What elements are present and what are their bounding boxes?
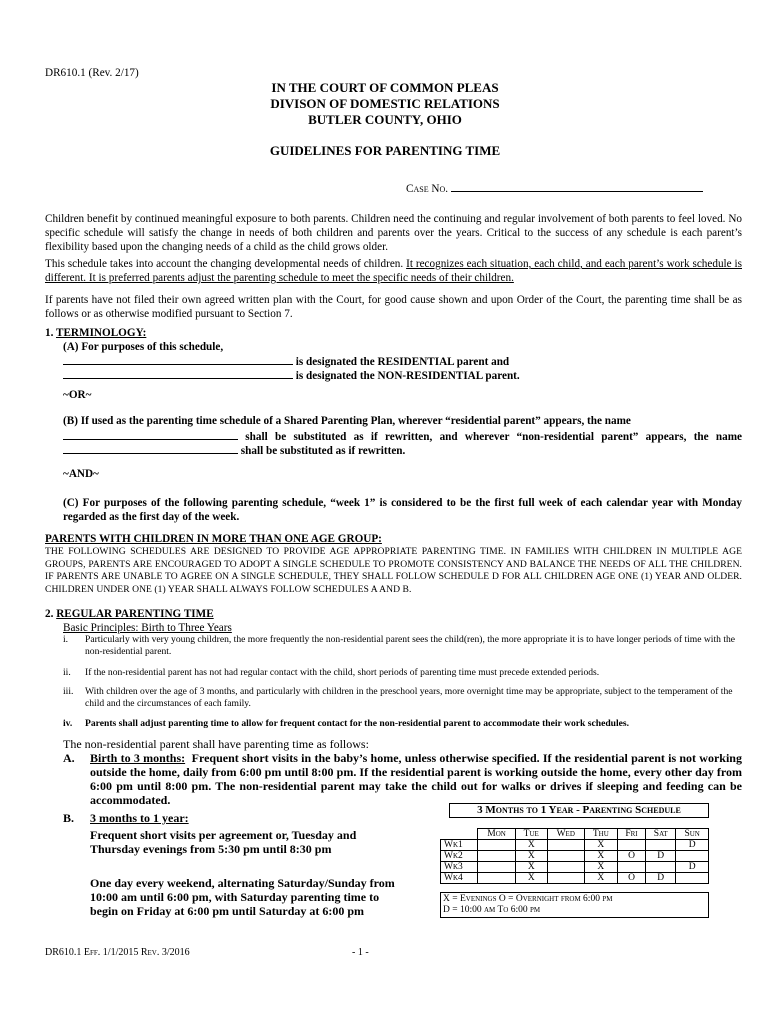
schedule-cell — [617, 840, 645, 851]
nonresidential-text: is designated the NON-RESIDENTIAL parent. — [295, 370, 520, 382]
section-1-heading — [45, 326, 146, 340]
and-divider: ~AND~ — [63, 468, 99, 480]
principle-i-text: Particularly with very young children, the more frequently the non-residential parent sees the child(ren), the more appropriate it is to have longer periods of time with the non-residential parent. — [85, 634, 736, 657]
intro-paragraph-2 — [45, 257, 742, 285]
schedule-cell: O — [617, 873, 645, 884]
schedule-cell — [547, 873, 584, 884]
principle-i-num: i. — [63, 634, 69, 645]
case-no-field[interactable] — [451, 180, 703, 192]
parenting-schedule — [440, 803, 709, 918]
schedule-cell — [547, 862, 584, 873]
schedule-week-label: Wk4 — [441, 873, 478, 884]
terminology-b-line-1: (B) If used as the parenting time schedule of a Shared Parenting Plan, wherever “residential parent” appears, the name — [63, 415, 631, 427]
case-number — [406, 180, 703, 196]
schedule-b-paragraph-2: One day every weekend, alternating Saturday/Sunday from 10:00 am until 6:00 pm, with Saturday parenting time to begin on Friday at 6:00 pm until Saturday at 6:00 pm — [90, 876, 395, 918]
schedule-cell: D — [676, 840, 709, 851]
day-sun: Sun — [676, 829, 709, 840]
schedule-cell — [676, 873, 709, 884]
day-thu: Thu — [584, 829, 617, 840]
schedule-cell: X — [584, 840, 617, 851]
schedule-cell: X — [584, 873, 617, 884]
multi-age-heading: PARENTS WITH CHILDREN IN MORE THAN ONE AGE GROUP: — [45, 533, 382, 545]
schedule-corner — [441, 829, 478, 840]
schedule-legend — [440, 892, 709, 918]
page-number: - 1 - — [352, 947, 369, 958]
footer-form-code-text: DR610.1 Eff. 1/1/2015 Rev. 3/2016 — [45, 947, 190, 958]
schedule-week-label: Wk3 — [441, 862, 478, 873]
multi-age-body: THE FOLLOWING SCHEDULES ARE DESIGNED TO PROVIDE AGE APPROPRIATE PARENTING TIME. IN FAMILIES WITH CHILDREN IN MULTIPLE AGE GROUPS, PARENTS ARE ENCOURAGED TO ADOPT A SINGLE SCHEDULE TO PROMOTE CONSISTENCY AND BALANCE THE NEEDS OF ALL THE CHILDREN. IF PARENTS ARE UNABLE TO AGREE ON A SINGLE SCHEDULE, THEY SHALL FOLLOW SCHEDULE D FOR ALL CHILDREN AGE ONE (1) YEAR AND OLDER. CHILDREN UNDER ONE (1) YEAR SHALL ALWAYS FOLLOW SCHEDULES A AND B. — [45, 546, 742, 595]
schedule-row — [441, 840, 709, 851]
principle-iv — [63, 718, 742, 730]
footer-form-code — [45, 947, 190, 959]
schedule-a-text: Frequent short visits in the baby’s home, unless otherwise specified. If the residential parent is not working outside the home, daily from 6:00 pm until 8:00 pm. If the residential parent is working outside the home, every other day from 6:00 pm until 8:00 pm. The non-residential parent may take the child out for walks or drives if sleeping and feeding can be accommodated. — [90, 751, 742, 807]
schedule-cell — [617, 862, 645, 873]
section-2-heading — [45, 607, 214, 621]
principle-iv-num: iv. — [63, 718, 73, 729]
principle-iii-num: iii. — [63, 686, 74, 697]
principle-iv-text: Parents shall adjust parenting time to allow for frequent contact for the non-residential parent to accommodate their work schedules. — [85, 718, 630, 729]
schedule-cell: D — [676, 862, 709, 873]
day-sat: Sat — [646, 829, 676, 840]
or-divider: ~OR~ — [63, 389, 92, 401]
schedule-cell — [646, 840, 676, 851]
schedule-title: 3 Months to 1 Year - Parenting Schedule — [449, 803, 709, 818]
schedule-cell — [547, 851, 584, 862]
principle-i — [63, 634, 742, 658]
court-line-1: IN THE COURT OF COMMON PLEAS — [271, 80, 499, 95]
schedule-row — [441, 873, 709, 884]
day-mon: Mon — [478, 829, 515, 840]
schedule-header-row — [441, 829, 709, 840]
basic-principles-subheading: Basic Principles: Birth to Three Years — [63, 622, 232, 634]
nonresidential-line — [63, 367, 520, 383]
schedule-table — [440, 828, 709, 884]
schedule-a-heading: Birth to 3 months: — [90, 751, 186, 765]
day-tue: Tue — [515, 829, 547, 840]
schedule-cell: X — [515, 840, 547, 851]
schedule-cell — [478, 862, 515, 873]
principle-ii — [63, 667, 742, 679]
intro-2-underlined: It recognizes each situation, each child, and each parent’s work schedule is different. It is preferred parents adjust the parenting schedule to meet the specific needs of their children. — [45, 258, 742, 284]
schedule-row — [441, 851, 709, 862]
section-1-title: TERMINOLOGY: — [56, 327, 147, 339]
schedule-cell — [478, 840, 515, 851]
intro-2-text: This schedule takes into account the changing developmental needs of children. — [45, 258, 407, 270]
terminology-c: (C) For purposes of the following parenting schedule, “week 1” is considered to be the first full week of each calendar year with Monday regarded as the first day of the week. — [63, 497, 742, 523]
shared-nonresidential-name-field[interactable] — [63, 442, 238, 454]
terminology-a-label: (A) For purposes of this schedule, — [63, 341, 224, 353]
nonresidential-name-field[interactable] — [63, 367, 293, 379]
section-2-num: 2. — [45, 608, 54, 620]
schedule-cell: X — [515, 851, 547, 862]
principle-ii-text: If the non-residential parent has not had regular contact with the child, short periods of parenting time must precede extended periods. — [85, 667, 600, 678]
schedule-a-label: A. — [63, 751, 75, 765]
court-line-2: DIVISON OF DOMESTIC RELATIONS — [270, 96, 500, 111]
schedule-cell — [646, 862, 676, 873]
intro-paragraph-3: If parents have not filed their own agreed written plan with the Court, for good cause shown and upon Order of the Court, the parenting time shall be as follows or as otherwise modified pursuant to Section 7. — [45, 294, 742, 320]
schedule-cell — [478, 873, 515, 884]
section-2-title: REGULAR PARENTING TIME — [56, 608, 214, 620]
schedule-week-label: Wk1 — [441, 840, 478, 851]
principle-ii-num: ii. — [63, 667, 71, 678]
intro-paragraph-1: Children benefit by continued meaningful exposure to both parents. Children need the continuing and regular involvement of both parents to feel loved. No specific schedule will satisfy the change in needs of both children and parents over the years. Critical to the success of any schedule is each parent’s flexibility based upon the changing needs of a child as the child grows older. — [45, 213, 742, 253]
schedule-week-label: Wk2 — [441, 851, 478, 862]
schedule-a-body — [90, 751, 742, 807]
day-fri: Fri — [617, 829, 645, 840]
form-code: DR610.1 (Rev. 2/17) — [45, 67, 139, 79]
residential-text: is designated the RESIDENTIAL parent and — [295, 356, 510, 368]
terminology-b-text-2: shall be substituted as if rewritten, and wherever “non-residential parent” appears, the name — [245, 431, 742, 443]
residential-name-field[interactable] — [63, 353, 293, 365]
schedule-lead: The non-residential parent shall have parenting time as follows: — [63, 737, 369, 751]
schedule-b-heading: 3 months to 1 year: — [90, 811, 189, 825]
page-title: GUIDELINES FOR PARENTING TIME — [269, 143, 501, 158]
schedule-b-paragraph-1: Frequent short visits per agreement or, Tuesday and Thursday evenings from 5:30 pm until 8:30 pm — [90, 828, 357, 856]
day-wed: Wed — [547, 829, 584, 840]
schedule-cell: O — [617, 851, 645, 862]
schedule-cell — [478, 851, 515, 862]
schedule-cell: D — [646, 873, 676, 884]
schedule-row — [441, 862, 709, 873]
terminology-b-line-3 — [63, 442, 405, 458]
court-heading — [0, 80, 770, 128]
schedule-a — [63, 751, 742, 807]
court-line-3: BUTLER COUNTY, OHIO — [308, 112, 462, 127]
shared-residential-name-field[interactable] — [63, 428, 238, 440]
case-no-label: Case No. — [406, 183, 449, 195]
schedule-cell: D — [646, 851, 676, 862]
legend-line-2: D = 10:00 am To 6:00 pm — [443, 905, 541, 915]
principle-iii-text: With children over the age of 3 months, and particularly with children in the preschool years, more overnight time may be appropriate, subject to the temperament of the child and the circumstances of each family. — [85, 686, 733, 709]
schedule-cell: X — [515, 862, 547, 873]
schedule-cell: X — [584, 862, 617, 873]
terminology-b-text-3: shall be substituted as if rewritten. — [240, 445, 406, 457]
principle-iii — [63, 686, 742, 710]
section-1-num: 1. — [45, 327, 54, 339]
schedule-cell: X — [515, 873, 547, 884]
schedule-cell — [547, 840, 584, 851]
legend-line-1: X = Evenings O = Overnight from 6:00 pm — [443, 894, 613, 904]
schedule-cell: X — [584, 851, 617, 862]
schedule-cell — [676, 851, 709, 862]
schedule-b-label: B. — [63, 811, 75, 825]
